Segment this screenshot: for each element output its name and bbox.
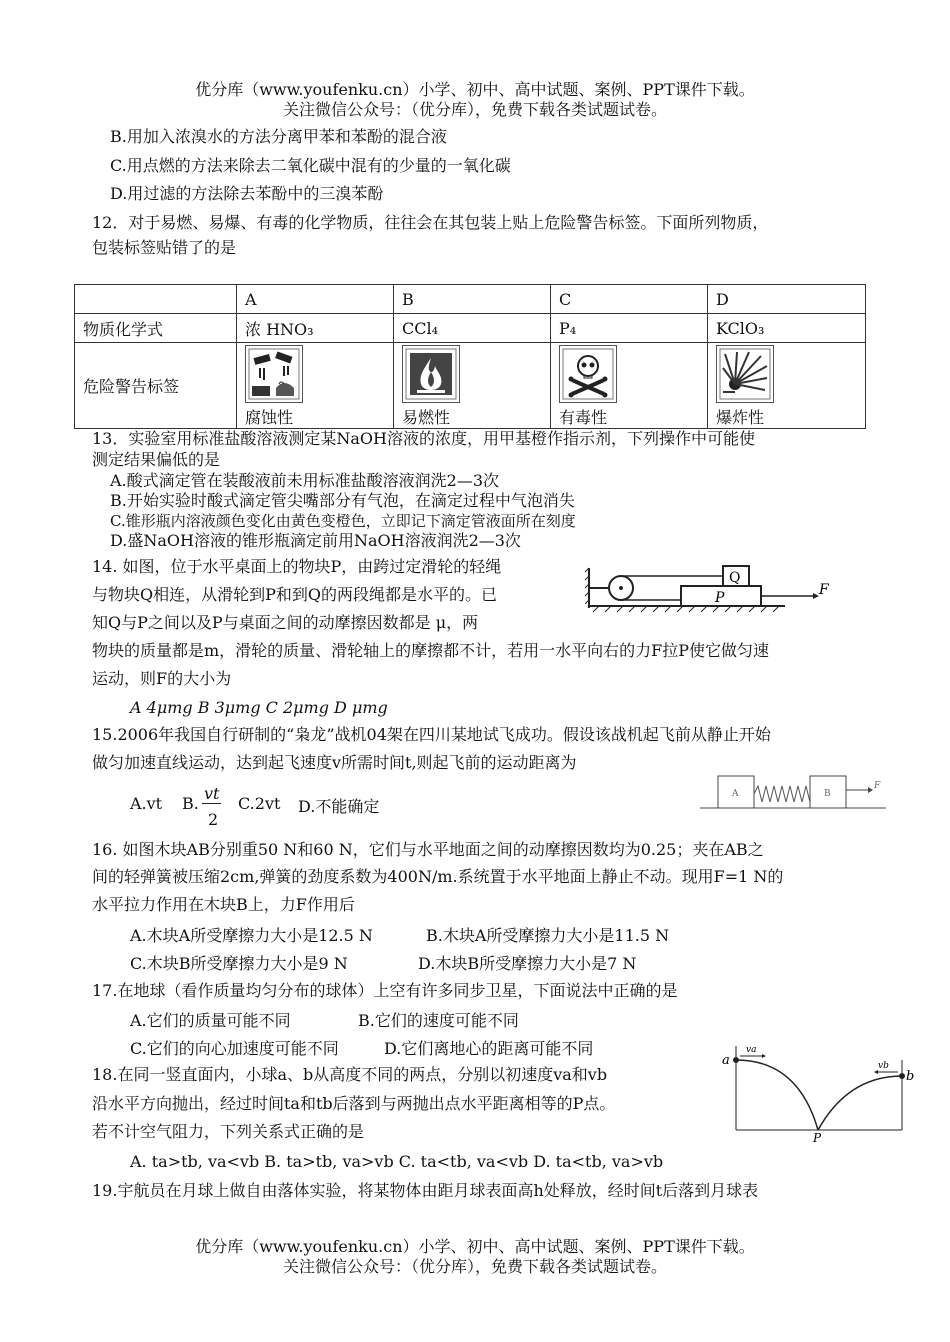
warning-cell-a (237, 343, 394, 429)
table-header-b: B (394, 285, 551, 314)
warning-label-c: 有毒性 (559, 408, 608, 427)
header-line-1: 优分库（www.youfenku.cn）小学、初中、高中试题、案例、PPT课件下载。 (195, 80, 755, 99)
q14-line-2: 与物块Q相连，从滑轮到P和到Q的两段绳都是水平的。已 (92, 585, 498, 604)
q14-line-3: 知Q与P之间以及P与桌面之间的动摩擦因数都是 μ，两 (92, 613, 479, 632)
q11-option-b: B.用加入浓溴水的方法分离甲苯和苯酚的混合液 (110, 127, 447, 146)
q13-option-d: D.盛NaOH溶液的锥形瓶滴定前用NaOH溶液润洗2—3次 (110, 531, 521, 550)
table-header-empty (75, 285, 237, 314)
fig15-label-b: B (824, 789, 831, 799)
warning-cell-c (551, 343, 708, 429)
q17-stem: 17.在地球（看作质量均匀分布的球体）上空有许多同步卫星，下面说法中正确的是 (92, 981, 678, 1000)
q17-option-b: B.它们的速度可能不同 (358, 1011, 519, 1030)
q14-options: A 4μmg B 3μmg C 2μmg D μmg (130, 698, 388, 717)
fig14-label-p: P (715, 590, 725, 606)
fig15-label-f: F (874, 781, 881, 791)
warning-label-d: 爆炸性 (716, 408, 765, 427)
q19-line-1: 19.宇航员在月球上做自由落体实验，将某物体由距月球表面高h处释放，经时间t后落到月球表 (92, 1181, 759, 1200)
skull-crossbones-icon (559, 345, 617, 403)
q13-option-c: C.锥形瓶内溶液颜色变化由黄色变橙色，立即记下滴定管液面所在刻度 (110, 512, 576, 530)
formula-b: CCl₄ (394, 314, 551, 343)
warning-label-a: 腐蚀性 (245, 408, 294, 427)
q15-option-c: C.2vt (238, 794, 281, 813)
fig14-label-f: F (819, 582, 829, 598)
q13-stem-2: 测定结果偏低的是 (92, 450, 221, 469)
q15-option-a: A.vt (130, 794, 163, 813)
fig18-label-a: a (722, 1053, 730, 1068)
q15-option-b: B. (182, 794, 199, 813)
q14-line-4: 物块的质量都是m，滑轮的质量、滑轮轴上的摩擦都不计，若用一水平向右的力F拉P使它做匀速 (92, 641, 770, 660)
fig18-label-vb: vb (878, 1061, 889, 1071)
q17-option-c: C.它们的向心加速度可能不同 (130, 1039, 339, 1058)
projectile-figure (718, 1042, 918, 1144)
formula-c: P₄ (551, 314, 708, 343)
header-line-2: 关注微信公众号：（优分库），免费下载各类试题试卷。 (282, 100, 667, 119)
q17-option-a: A.它们的质量可能不同 (130, 1011, 291, 1030)
footer-line-1: 优分库（www.youfenku.cn）小学、初中、高中试题、案例、PPT课件下载。 (195, 1237, 755, 1256)
q18-line-1: 18.在同一竖直面内，小球a、b从高度不同的两点，分别以初速度va和vb (92, 1065, 608, 1084)
warning-cell-d (708, 343, 866, 429)
q14-line-5: 运动，则F的大小为 (92, 669, 232, 688)
q13-stem-1: 13．实验室用标准盐酸溶液测定某NaOH溶液的浓度，用甲基橙作指示剂，下列操作中可能使 (92, 429, 755, 448)
q16-line-2: 间的轻弹簧被压缩2cm,弹簧的劲度系数为400N/m.系统置于水平地面上静止不动。现用F=1 N的 (92, 867, 784, 886)
q12-stem-2: 包装标签贴错了的是 (92, 238, 237, 257)
corrosive-icon (245, 345, 303, 403)
table-header-d: D (708, 285, 866, 314)
q14-line-1: 14. 如图，位于水平桌面上的物块P，由跨过定滑轮的轻绳 (92, 557, 502, 576)
q12-stem-1: 12．对于易燃、易爆、有毒的化学物质，往往会在其包装上贴上危险警告标签。下面所列物质， (92, 213, 769, 232)
table-header-a: A (237, 285, 394, 314)
row-label-warning: 危险警告标签 (75, 343, 237, 429)
q16-line-3: 水平拉力作用在木块B上，力F作用后 (92, 895, 355, 914)
explosive-icon (716, 345, 774, 403)
formula-a: 浓 HNO₃ (237, 314, 394, 343)
fig18-label-p: P (813, 1131, 822, 1144)
q16-option-d: D.木块B所受摩擦力大小是7 N (418, 954, 637, 973)
row-label-formula: 物质化学式 (75, 314, 237, 343)
fig14-label-q: Q (729, 570, 741, 586)
warning-cell-b (394, 343, 551, 429)
fig18-label-b: b (906, 1069, 915, 1084)
q13-option-b: B.开始实验时酸式滴定管尖嘴部分有气泡，在滴定过程中气泡消失 (110, 491, 575, 510)
q16-option-b: B.木块A所受摩擦力大小是11.5 N (426, 926, 670, 945)
q15-fraction-numerator: vt (204, 784, 220, 803)
q11-option-d: D.用过滤的方法除去苯酚中的三溴苯酚 (110, 184, 384, 203)
fig15-label-a: A (732, 789, 739, 799)
table-header-c: C (551, 285, 708, 314)
q16-line-1: 16. 如图木块AB分别重50 N和60 N，它们与水平地面之间的动摩擦因数均为0.25；夹在AB之 (92, 840, 764, 859)
flammable-icon (402, 345, 460, 403)
q15-line-1: 15.2006年我国自行研制的“枭龙”战机04架在四川某地试飞成功。假设该战机起飞前从静止开始 (92, 725, 771, 744)
q15-option-d: D.不能确定 (298, 797, 380, 816)
q18-line-3: 若不计空气阻力，下列关系式正确的是 (92, 1122, 365, 1141)
q15-fraction-denominator: 2 (208, 810, 219, 829)
q15-line-2: 做匀加速直线运动，达到起飞速度v所需时间t,则起飞前的运动距离为 (92, 753, 577, 772)
spring-blocks-figure (700, 770, 886, 816)
warning-label-b: 易燃性 (402, 408, 451, 427)
fig18-label-va: va (746, 1045, 757, 1055)
q18-line-2: 沿水平方向抛出，经过时间ta和tb后落到与两抛出点水平距离相等的P点。 (92, 1094, 616, 1113)
formula-d: KClO₃ (708, 314, 866, 343)
q13-option-a: A.酸式滴定管在装酸液前未用标准盐酸溶液润洗2—3次 (110, 471, 500, 490)
q16-option-a: A.木块A所受摩擦力大小是12.5 N (130, 926, 373, 945)
footer-line-2: 关注微信公众号：（优分库），免费下载各类试题试卷。 (282, 1257, 667, 1276)
q18-options: A. ta>tb, va<vb B. ta>tb, va>vb C. ta<tb, va<vb D. ta<tb, va>vb (130, 1152, 664, 1171)
q16-option-c: C.木块B所受摩擦力大小是9 N (130, 954, 348, 973)
hazard-table (74, 284, 866, 429)
q17-option-d: D.它们离地心的距离可能不同 (384, 1039, 594, 1058)
q11-option-c: C.用点燃的方法来除去二氧化碳中混有的少量的一氧化碳 (110, 156, 511, 175)
pulley-blocks-figure (585, 562, 833, 614)
